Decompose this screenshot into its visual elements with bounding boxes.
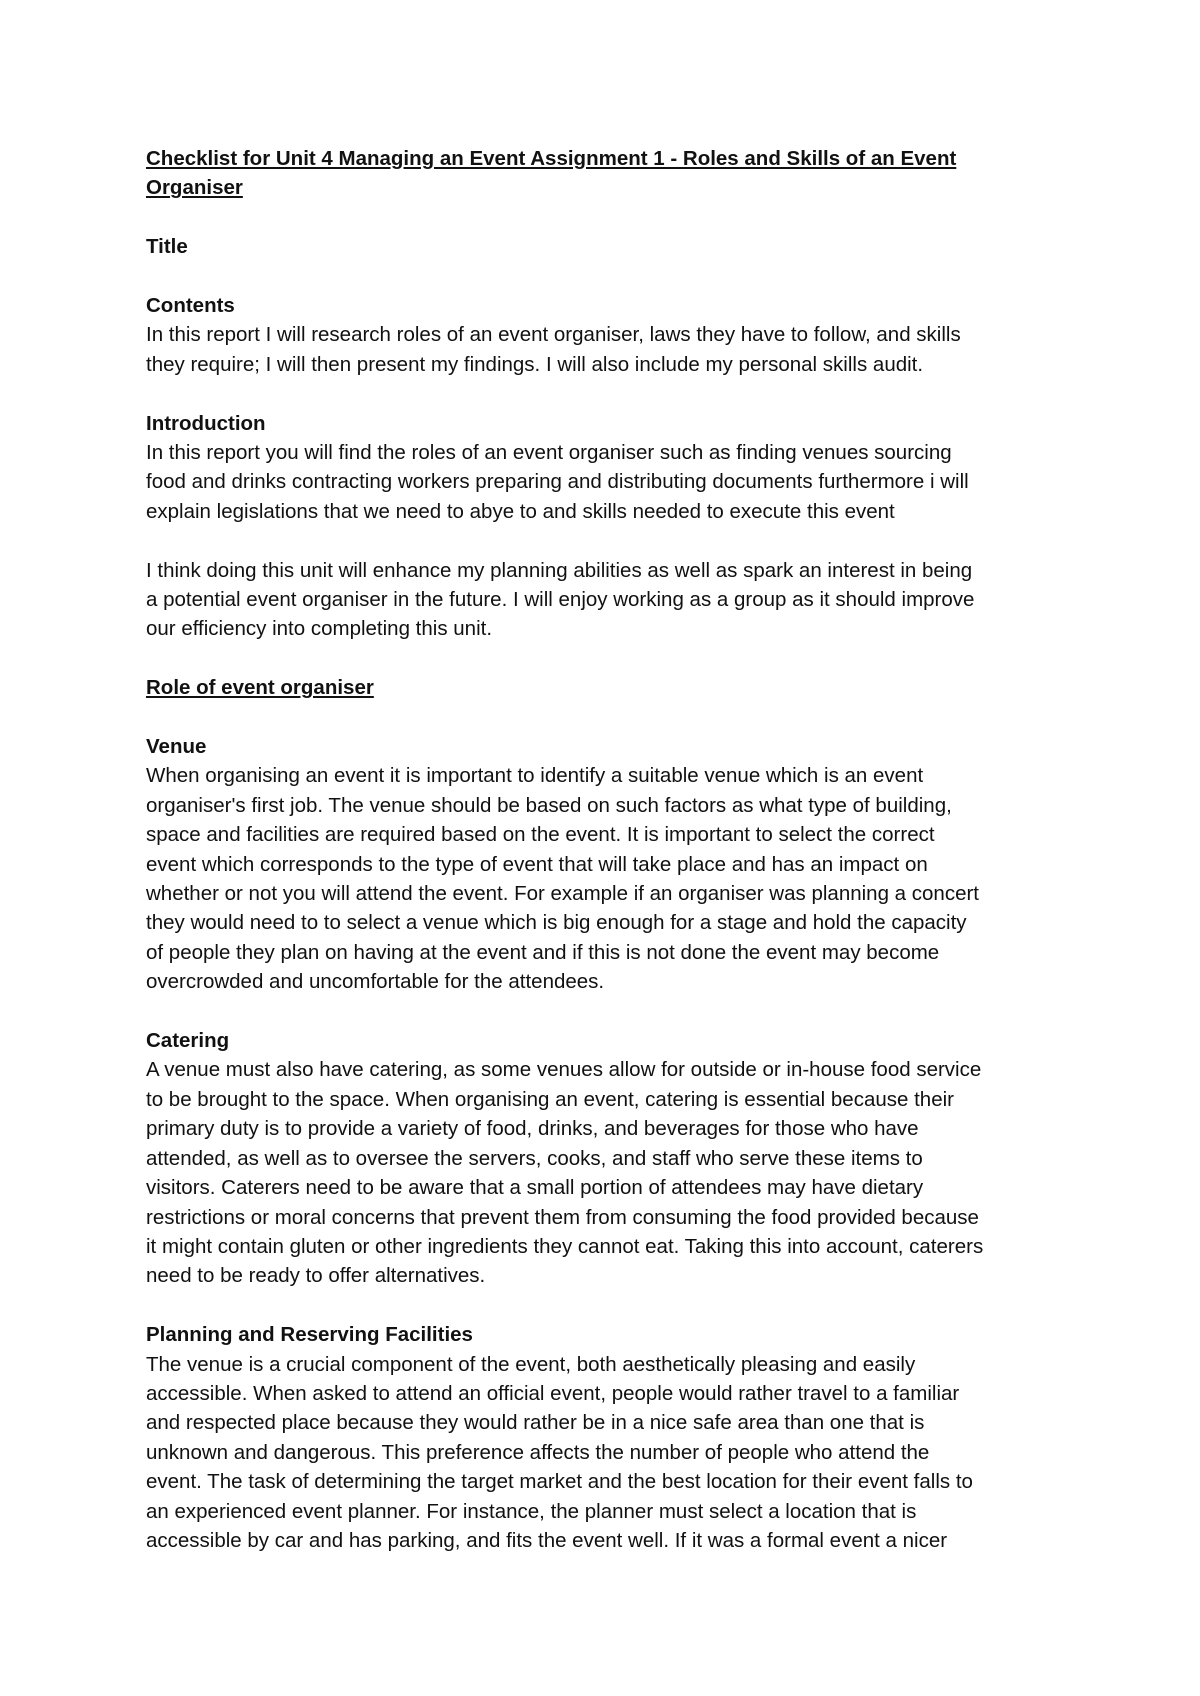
venue-section [146,732,1076,997]
text-line: I think doing this unit will enhance my planning abilities as well as spark an interest in being [146,558,973,582]
text-line: they require; I will then present my findings. I will also include my personal skills audit. [146,352,924,376]
introduction-paragraph-1 [146,438,1076,526]
text-line: and respected place because they would rather be in a nice safe area than one that is [146,1411,925,1435]
text-line: visitors. Caterers need to be aware that a small portion of attendees may have dietary [146,1176,924,1200]
text-line: they would need to to select a venue which is big enough for a stage and hold the capacity [146,911,967,935]
text-line: an experienced event planner. For instance, the planner must select a location that is [146,1499,917,1523]
text-line: When organising an event it is important to identify a suitable venue which is an event [146,764,924,788]
introduction-section [146,409,1076,644]
document-title-line: Checklist for Unit 4 Managing an Event Assignment 1 - Roles and Skills of an Event [146,147,957,170]
text-line: accessible. When asked to attend an official event, people would rather travel to a familiar [146,1381,960,1405]
document-title-line: Organiser [146,176,243,200]
text-line: to be brought to the space. When organising an event, catering is essential because their [146,1087,954,1111]
text-line: attended, as well as to oversee the servers, cooks, and staff who serve these items to [146,1146,923,1170]
text-line: our efficiency into completing this unit. [146,617,493,641]
venue-paragraph [146,761,1076,996]
text-line: unknown and dangerous. This preference affects the number of people who attend the [146,1440,930,1464]
text-line: restrictions or moral concerns that prevent them from consuming the food provided because [146,1205,979,1229]
catering-section [146,1026,1076,1291]
text-line: organiser's first job. The venue should be based on such factors as what type of building, [146,793,952,817]
text-line: of people they plan on having at the event and if this is not done the event may become [146,940,940,964]
text-line: accessible by car and has parking, and fits the event well. If it was a formal event a nicer [146,1528,948,1552]
text-line: explain legislations that we need to abye to and skills needed to execute this event [146,499,895,523]
planning-paragraph [146,1350,1076,1556]
text-line: In this report you will find the roles of an event organiser such as finding venues sourcing [146,441,952,465]
document-title [146,144,1076,203]
catering-paragraph [146,1055,1076,1290]
role-section-title: Role of event organiser [146,676,374,700]
venue-heading: Venue [146,735,207,759]
text-line: a potential event organiser in the future. I will enjoy working as a group as it should improve [146,588,975,612]
text-line: food and drinks contracting workers preparing and distributing documents furthermore i will [146,470,969,494]
contents-section [146,291,1076,379]
introduction-heading: Introduction [146,411,266,435]
text-line: A venue must also have catering, as some venues allow for outside or in-house food service [146,1058,982,1082]
catering-heading: Catering [146,1029,230,1053]
text-line: The venue is a crucial component of the event, both aesthetically pleasing and easily [146,1352,916,1376]
contents-heading: Contents [146,294,235,317]
planning-heading: Planning and Reserving Facilities [146,1323,473,1347]
text-line: it might contain gluten or other ingredients they cannot eat. Taking this into account, caterers [146,1234,984,1258]
text-line: whether or not you will attend the event. For example if an organiser was planning a concert [146,882,979,906]
text-line: event. The task of determining the target market and the best location for their event falls to [146,1470,973,1494]
text-line: In this report I will research roles of an event organiser, laws they have to follow, and skills [146,323,961,347]
contents-paragraph [146,320,1076,379]
document-page [146,144,1076,1585]
title-heading: Title [146,235,188,259]
text-line: space and facilities are required based on the event. It is important to select the correct [146,823,935,847]
text-line: event which corresponds to the type of event that will take place and has an impact on [146,852,928,876]
text-line: primary duty is to provide a variety of food, drinks, and beverages for those who have [146,1117,919,1141]
text-line: overcrowded and uncomfortable for the attendees. [146,970,605,994]
planning-section [146,1320,1076,1555]
introduction-paragraph-2 [146,556,1076,644]
text-line: need to be ready to offer alternatives. [146,1264,486,1288]
